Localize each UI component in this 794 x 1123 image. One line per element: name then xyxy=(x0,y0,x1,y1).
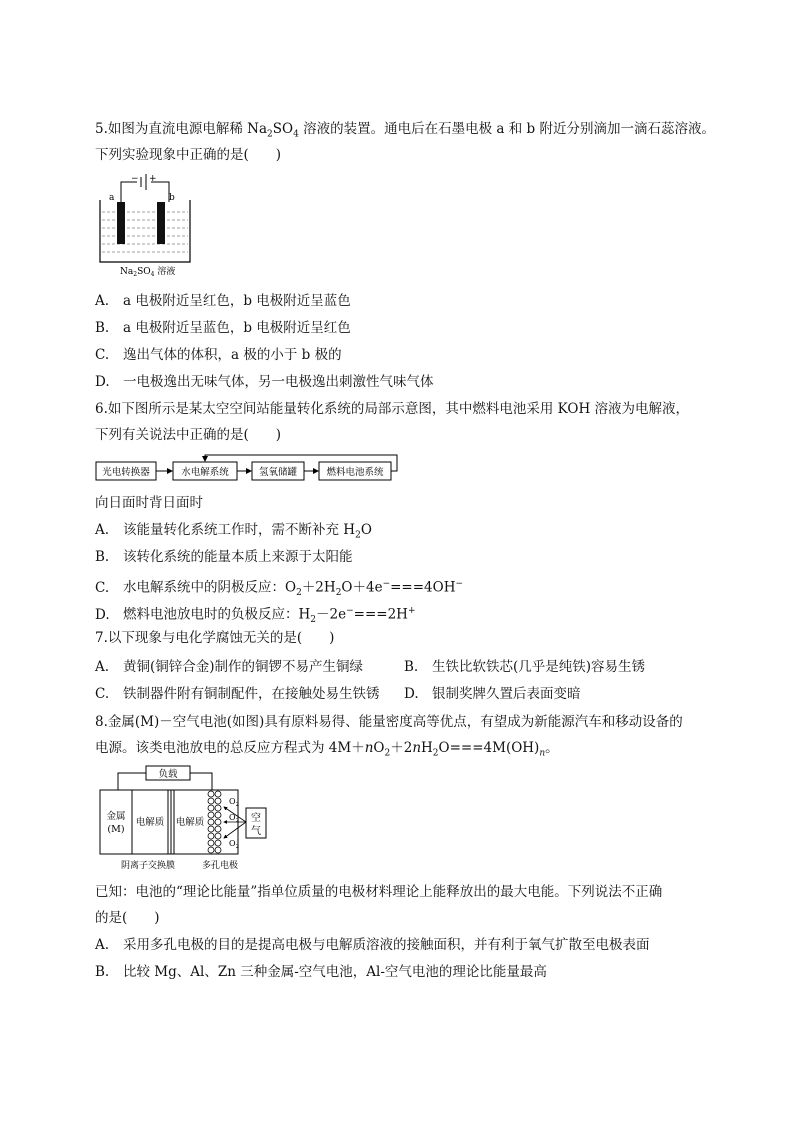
q8-option-b: B. 比较 Mg、Al、Zn 三种金属-空气电池，Al-空气电池的理论比能量最高 xyxy=(95,964,547,980)
q6-stem-line1: 6.如下图所示是某太空空间站能量转化系统的局部示意图，其中燃料电池采用 KOH 溶液为电解液， xyxy=(95,401,690,417)
q6-option-b: B. 该转化系统的能量本质上来源于太阳能 xyxy=(95,549,353,565)
plus-sign: + xyxy=(149,174,157,184)
q5-option-c: C. 逸出气体的体积，a 极的小于 b 极的 xyxy=(95,347,342,363)
q8-known-line1: 已知：电池的“理论比能量”指单位质量的电极材料理论上能释放出的最大电能。下列说法不正确 xyxy=(95,884,663,900)
electrolysis-figure xyxy=(95,170,195,280)
o2-label-bottom: $O_2$ xyxy=(229,839,240,850)
q5-option-b: B. a 电极附近呈蓝色，b 电极附近呈红色 xyxy=(95,320,351,336)
o2-label-mid: $O_2$ xyxy=(229,813,240,824)
q8-stem-line1: 8.金属(M)－空气电池(如图)具有原料易得、能量密度高等优点，有望成为新能源汽车和移动设备的 xyxy=(95,714,683,730)
label-a: a xyxy=(109,193,115,203)
metal-air-battery-figure xyxy=(98,762,278,872)
membrane-label: 阴离子交换膜 xyxy=(120,861,176,871)
air-label-2: 气 xyxy=(251,826,261,837)
q5-option-a: A. a 电极附近呈红色，b 电极附近呈蓝色 xyxy=(95,293,351,309)
minus-sign: − xyxy=(131,174,139,184)
o2-label-top: $O_2$ xyxy=(229,797,240,808)
figure-caption: $Na_2SO_4$ 溶液 xyxy=(120,267,176,278)
flow-label-1: 光电转换器 xyxy=(102,467,150,478)
q6-flow-caption: 向日面时背日面时 xyxy=(95,495,203,511)
metal-m-label: (M) xyxy=(107,824,125,835)
flow-label-3: 氢氧储罐 xyxy=(258,467,298,478)
q7-option-b: B. 生铁比软铁芯(几乎是纯铁)容易生锈 xyxy=(404,659,646,675)
label-b: b xyxy=(169,193,175,203)
q6-option-d: D. 燃料电池放电时的负极反应：$H_2-2e^-===2H^+$ xyxy=(95,606,416,626)
q7-option-d: D. 银制奖牌久置后表面变暗 xyxy=(404,686,581,702)
q8-stem-line2: 电源。该类电池放电的总反应方程式为 $4M+nO_2+2nH_2O===4M(OH)_n$。 xyxy=(95,740,559,759)
q7-option-a: A. 黄铜(铜锌合金)制作的铜锣不易产生铜绿 xyxy=(95,659,364,675)
metal-electrode xyxy=(100,790,132,854)
electrode-b xyxy=(157,202,165,244)
q6-option-a: A. 该能量转化系统工作时，需不断补充 $H_2O$ xyxy=(95,522,372,541)
flow-label-4: 燃料电池系统 xyxy=(326,467,384,478)
electrolyte-label-1: 电解质 xyxy=(135,817,165,828)
electrolyte-label-2: 电解质 xyxy=(175,817,205,828)
q5-stem-line2: 下列实验现象中正确的是( ) xyxy=(95,147,282,163)
q8-known-line2: 的是( ) xyxy=(95,910,160,926)
metal-label: 金属 xyxy=(106,811,126,822)
air-label-1: 空 xyxy=(251,813,261,824)
electrode-a xyxy=(117,202,125,244)
q6-stem-line2: 下列有关说法中正确的是( ) xyxy=(95,427,282,443)
load-label: 负载 xyxy=(158,769,178,780)
q7-option-c: C. 铁制器件附有铜制配件，在接触处易生铁锈 xyxy=(95,686,380,702)
q8-option-a: A. 采用多孔电极的目的是提高电极与电解质溶液的接触面积，并有利于氧气扩散至电极表面 xyxy=(95,937,650,953)
energy-flow-diagram xyxy=(95,452,405,484)
q5-option-d: D. 一电极逸出无味气体，另一电极逸出刺激性气味气体 xyxy=(95,374,434,390)
flow-label-2: 水电解系统 xyxy=(181,467,229,478)
q6-option-c: C. 水电解系统中的阴极反应：$O_2+2H_2O+4e^-===4OH^-$ xyxy=(95,579,464,599)
porous-electrode-label: 多孔电极 xyxy=(201,861,239,871)
q7-stem: 7.以下现象与电化学腐蚀无关的是( ) xyxy=(95,630,335,646)
q5-stem-line1: 5.如图为直流电源电解稀 $Na_2SO_4$ 溶液的装置。通电后在石墨电极 a 和 b 附近分别滴加一滴石蕊溶液。 xyxy=(95,121,715,140)
